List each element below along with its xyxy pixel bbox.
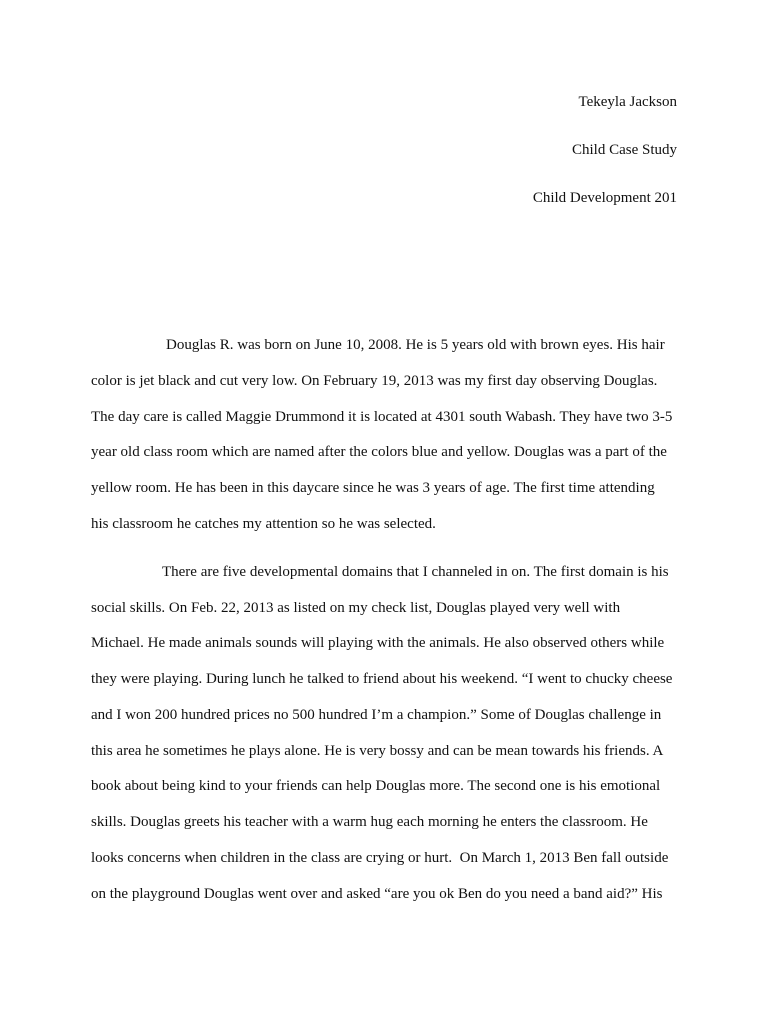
body-line: year old class room which are named after the colors blue and yellow. Douglas was a part of the [91,444,667,460]
body-line: social skills. On Feb. 22, 2013 as listed on my check list, Douglas played very well with [91,600,621,616]
body-line: The day care is called Maggie Drummond it is located at 4301 south Wabash. They have two 3-5 [91,409,673,425]
body-line: Douglas R. was born on June 10, 2008. He is 5 years old with brown eyes. His hair [91,337,665,353]
course-name: Child Development 201 [532,190,677,206]
body-line: There are five developmental domains that I channeled in on. The first domain is his [91,564,669,580]
body-line: his classroom he catches my attention so he was selected. [91,516,436,532]
body-line: and I won 200 hundred prices no 500 hundred I’m a champion.” Some of Douglas challenge in [91,707,662,723]
body-line: this area he sometimes he plays alone. He is very bossy and can be mean towards his friends. A [91,743,664,759]
body-line: color is jet black and cut very low. On February 19, 2013 was my first day observing Douglas. [91,373,658,389]
body-line: book about being kind to your friends can help Douglas more. The second one is his emotional [91,778,661,794]
document-title: Child Case Study [571,142,677,158]
body-line: on the playground Douglas went over and asked “are you ok Ben do you need a band aid?” His [91,886,663,902]
body-line: skills. Douglas greets his teacher with a warm hug each morning he enters the classroom. He [91,814,648,830]
body-line: looks concerns when children in the class are crying or hurt. On March 1, 2013 Ben fall outside [91,850,669,866]
body-line: Michael. He made animals sounds will playing with the animals. He also observed others while [91,635,665,651]
author-name: Tekeyla Jackson [578,94,677,110]
body-line: they were playing. During lunch he talked to friend about his weekend. “I went to chucky cheese [91,671,673,687]
body-line: yellow room. He has been in this daycare since he was 3 years of age. The first time attending [91,480,655,496]
